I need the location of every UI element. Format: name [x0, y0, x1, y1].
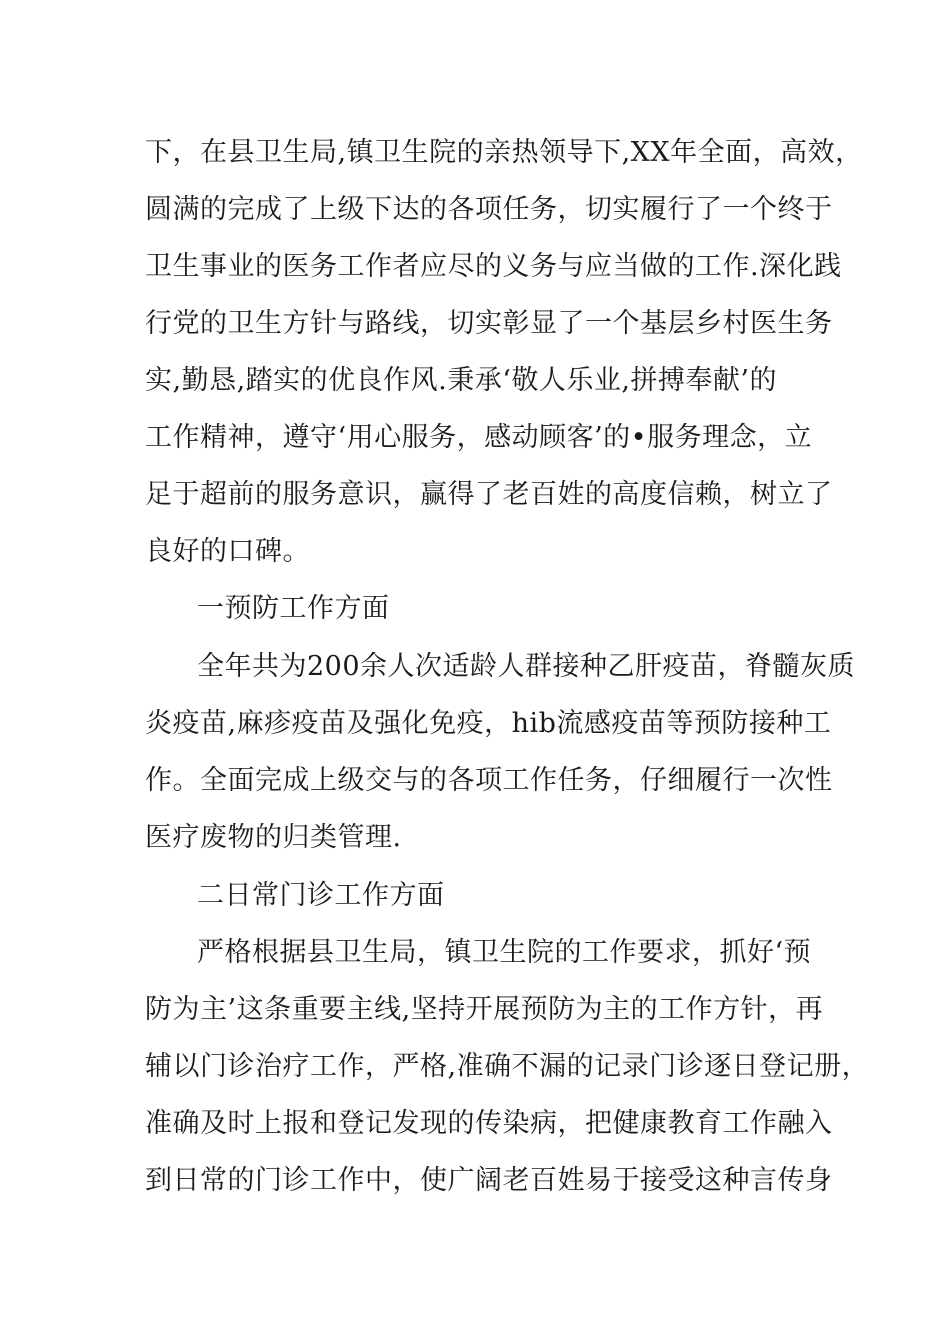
paragraph-3-line-2: 防为主’这条重要主线,坚持开展预防为主的工作方针，再	[145, 994, 824, 1025]
paragraph-1-line-1: 下，在县卫生局,镇卫生院的亲热领导下,XX年全面，高效，	[145, 137, 863, 168]
paragraph-3-line-3: 辅以门诊治疗工作，严格,准确不漏的记录门诊逐日登记册，	[145, 1051, 870, 1082]
paragraph-3-line-1: 严格根据县卫生局，镇卫生院的工作要求，抓好‘预	[197, 937, 812, 968]
paragraph-1-line-5: 实,勤恳,踏实的优良作风.秉承‘敬人乐业,拼搏奉献’的	[145, 365, 777, 396]
paragraph-1-line-2: 圆满的完成了上级下达的各项任务，切实履行了一个终于	[145, 194, 833, 225]
paragraph-1-line-3: 卫生事业的医务工作者应尽的义务与应当做的工作.深化践	[145, 251, 842, 282]
paragraph-1-line-6: 工作精神，遵守‘用心服务，感动顾客’的•服务理念，立	[145, 422, 813, 453]
paragraph-2-line-2: 炎疫苗,麻疹疫苗及强化免疫，hib流感疫苗等预防接种工	[145, 708, 832, 739]
paragraph-2-line-4: 医疗废物的归类管理.	[145, 822, 402, 853]
paragraph-3-line-4: 准确及时上报和登记发现的传染病，把健康教育工作融入	[145, 1108, 833, 1139]
paragraph-1-line-8: 良好的口碑。	[145, 536, 310, 567]
section-heading-outpatient: 二日常门诊工作方面	[197, 880, 445, 911]
paragraph-2-line-1: 全年共为200余人次适龄人群接种乙肝疫苗，脊髓灰质	[197, 651, 856, 682]
paragraph-1-line-7: 足于超前的服务意识，赢得了老百姓的高度信赖，树立了	[145, 479, 833, 510]
paragraph-2-line-3: 作。全面完成上级交与的各项工作任务，仔细履行一次性	[145, 765, 833, 796]
section-heading-prevention: 一预防工作方面	[197, 593, 390, 624]
paragraph-1-line-4: 行党的卫生方针与路线，切实彰显了一个基层乡村医生务	[145, 308, 833, 339]
paragraph-3-line-5: 到日常的门诊工作中，使广阔老百姓易于接受这种言传身	[145, 1165, 833, 1196]
